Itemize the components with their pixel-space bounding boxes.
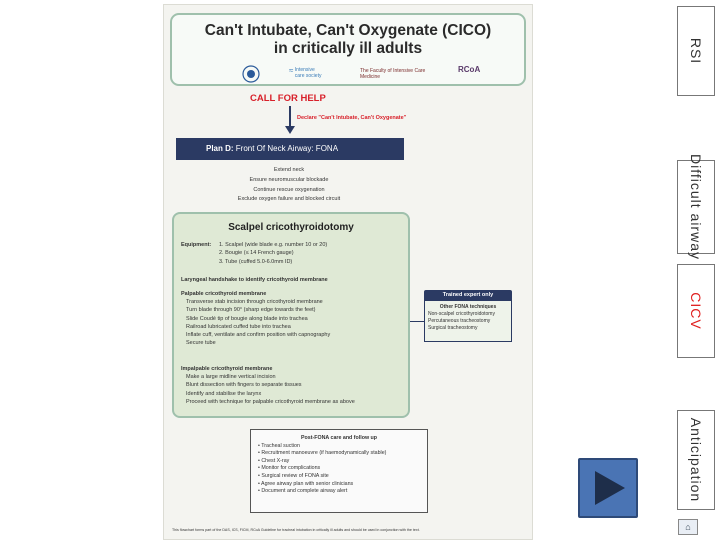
palpable-step: Railroad lubricated cuffed tube into trachea xyxy=(186,323,291,330)
palpable-step: Turn blade through 90° (sharp edge towards the feet) xyxy=(186,307,316,314)
palpable-step: Slide Coudé tip of bougie along blade into trachea xyxy=(186,315,308,322)
initial-steps xyxy=(194,166,384,205)
post-fona-care-box: Post-FONA care and follow up • Tracheal suction • Recruitment manoeuvre (if haemodynamically stable) • Chest X-ray • Monitor for complications • Surgical review of FONA site • Agree airway plan with senior clinicians • Document and complete airway alert xyxy=(250,429,428,513)
next-slide-button[interactable] xyxy=(578,458,638,518)
declare-cico-label: Declare "Can't Intubate, Can't Oxygenate" xyxy=(297,115,407,121)
footnote: This flowchart forms part of the DAS, ICS, FICM, RCoA Guideline for tracheal intubation in critically ill adults and should be used in conjunction with the text. xyxy=(172,528,420,532)
step-item: Ensure neuromuscular blockade xyxy=(249,176,329,183)
tab-cicv[interactable] xyxy=(677,264,715,358)
rcoa-logo: RCoA xyxy=(458,65,481,74)
tab-difficult-airway[interactable] xyxy=(677,154,715,260)
flow-arrow-line xyxy=(289,106,291,128)
fona-technique: Surgical tracheostomy xyxy=(428,325,478,331)
trained-expert-header: Trained expert only xyxy=(424,290,512,300)
impalpable-step: Proceed with technique for palpable cricothyroid membrane as above xyxy=(186,398,355,405)
das-logo-icon xyxy=(242,65,260,83)
post-fona-item: • Surgical review of FONA site xyxy=(258,473,420,481)
home-button[interactable] xyxy=(678,519,698,535)
impalpable-step: Identify and stabilise the larynx xyxy=(186,390,262,397)
ics-logo: ≈ Intensive care society xyxy=(289,66,322,79)
fona-technique: Non-scalpel cricothyroidotomy xyxy=(428,311,495,317)
tab-label: Difficult airway xyxy=(688,154,704,260)
trained-connector-line xyxy=(410,321,424,322)
scalpel-title: Scalpel cricothyroidotomy xyxy=(228,222,354,233)
logo-strip xyxy=(172,65,524,85)
palpable-step: Transverse stab incision through cricothyroid membrane xyxy=(186,299,323,306)
impalpable-step: Blunt dissection with fingers to separate tissues xyxy=(186,382,302,389)
ficm-logo: The Faculty of Intensive Care Medicine xyxy=(360,68,426,80)
document-title xyxy=(172,22,524,58)
home-icon: ⌂ xyxy=(685,522,691,532)
play-triangle-icon xyxy=(595,471,625,505)
palpable-step: Secure tube xyxy=(186,340,216,347)
title-line-2: in critically ill adults xyxy=(273,40,423,57)
tab-rsi[interactable] xyxy=(677,6,715,96)
title-line-1: Can't Intubate, Can't Oxygenate (CICO) xyxy=(204,22,492,39)
scalpel-cricothyroidotomy-box xyxy=(172,212,410,418)
fona-technique: Percutaneous tracheostomy xyxy=(428,318,491,324)
plan-d-banner: Plan D: Front Of Neck Airway: FONA xyxy=(176,138,404,160)
laryngeal-handshake: Laryngeal handshake to identify cricothyroid membrane xyxy=(181,277,328,283)
title-box xyxy=(170,13,526,86)
post-fona-item: • Monitor for complications xyxy=(258,465,420,473)
impalpable-section: Impalpable cricothyroid membrane Make a large midline vertical incision Blunt dissection with fingers to separate tissues Identify and stabilise the larynx Proceed with technique for palpable cricothyroid membrane as above xyxy=(181,366,355,405)
step-item: Continue rescue oxygenation xyxy=(253,186,325,193)
impalpable-step: Make a large midline vertical incision xyxy=(186,374,276,381)
equipment-list: Equipment: 1. Scalpel (wide blade e.g. number 10 or 20) 2. Bougie (≤ 14 French gauge) 3. Tube (cuffed 5.0-6.0mm ID) xyxy=(181,242,328,265)
tab-label: RSI xyxy=(688,37,704,65)
post-fona-item: • Agree airway plan with senior clinicians xyxy=(258,481,420,489)
step-item: Extend neck xyxy=(273,167,305,173)
palpable-section: Palpable cricothyroid membrane Transverse stab incision through cricothyroid membrane Turn blade through 90° (sharp edge towards the feet) Slide Coudé tip of bougie along blade into trachea Railroad lubricated cuffed tube into trachea Inflate cuff, ventilate and confirm position with capnography Secure tube xyxy=(181,291,331,347)
step-item: Exclude oxygen failure and blocked circuit xyxy=(237,196,341,203)
post-fona-item: • Tracheal suction xyxy=(258,443,420,451)
post-fona-item: • Recruitment manoeuvre (if haemodynamically stable) xyxy=(258,450,420,458)
tab-anticipation[interactable] xyxy=(677,410,715,510)
other-fona-box: Other FONA techniques Non-scalpel cricothyroidotomy Percutaneous tracheostomy Surgical tracheostomy xyxy=(424,300,512,342)
down-arrow-icon xyxy=(285,126,295,134)
post-fona-item: • Document and complete airway alert xyxy=(258,488,420,496)
flowchart-document xyxy=(163,4,533,540)
call-for-help-label: CALL FOR HELP xyxy=(250,93,326,104)
palpable-step: Inflate cuff, ventilate and confirm position with capnography xyxy=(186,332,331,339)
post-fona-item: • Chest X-ray xyxy=(258,458,420,466)
tab-label: CICV xyxy=(688,292,704,330)
tab-label: Anticipation xyxy=(688,417,704,503)
